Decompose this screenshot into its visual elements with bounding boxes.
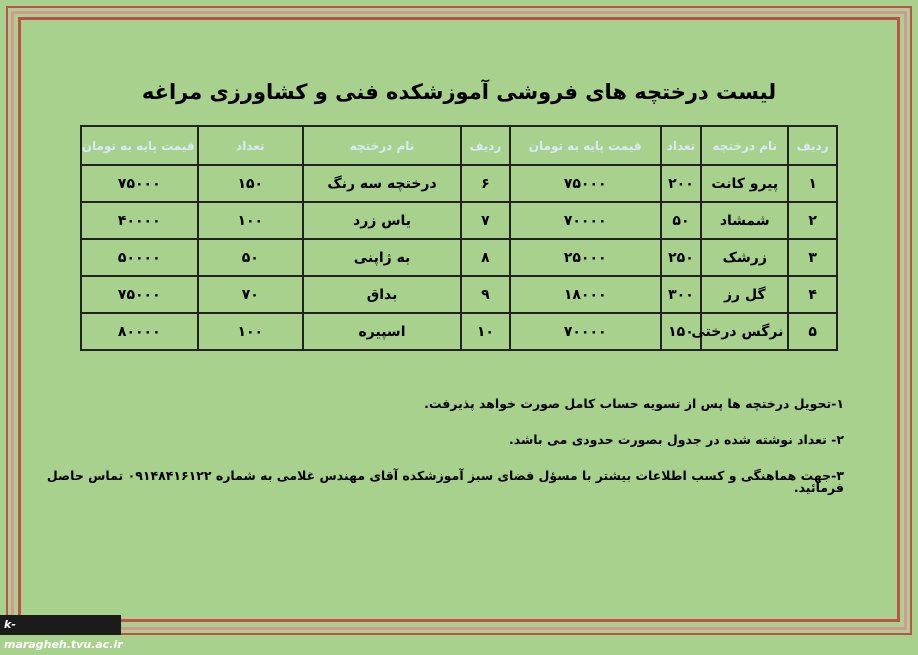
table-row [81, 165, 837, 202]
table-cell: به ژاپنی [303, 239, 461, 276]
table-header-row [81, 126, 837, 165]
table-cell: ۵۰ [661, 202, 702, 239]
table-cell: درختچه سه رنگ [303, 165, 461, 202]
trees-price-table [80, 125, 838, 351]
table-cell: ۱ [788, 165, 837, 202]
table-cell: ۸۰۰۰۰ [81, 313, 198, 350]
table-cell: ۱۰۰ [198, 202, 303, 239]
table-cell: یاس زرد [303, 202, 461, 239]
table-cell: ۲۰۰ [661, 165, 702, 202]
table-cell: ۹ [461, 276, 510, 313]
table-row [81, 313, 837, 350]
table-row [81, 239, 837, 276]
table-cell: ۶ [461, 165, 510, 202]
header-cell: تعداد [661, 126, 702, 165]
table-cell: ۵ [788, 313, 837, 350]
table-cell: ۲۵۰۰۰ [510, 239, 661, 276]
table-cell: ۷۰۰۰۰ [510, 202, 661, 239]
table-row [81, 276, 837, 313]
header-cell: قیمت پایه به تومان [81, 126, 198, 165]
table-cell: ۷ [461, 202, 510, 239]
table-cell: ۷۰۰۰۰ [510, 313, 661, 350]
table-cell: ۵۰۰۰۰ [81, 239, 198, 276]
note-delivery: ۱-تحویل درختچه ها پس از تسویه حساب کامل صورت خواهد پذیرفت. [424, 396, 844, 411]
table-cell: ۱۵۰ [661, 313, 702, 350]
table-cell: ۱۵۰ [198, 165, 303, 202]
table-cell: اسپیره [303, 313, 461, 350]
header-cell: تعداد [198, 126, 303, 165]
table-cell: زرشک [701, 239, 788, 276]
header-cell: نام درختچه [303, 126, 461, 165]
header-cell: ردیف [461, 126, 510, 165]
header-cell: نام درختچه [701, 126, 788, 165]
table-cell: بداق [303, 276, 461, 313]
table-cell: ۱۸۰۰۰ [510, 276, 661, 313]
table-cell: ۴ [788, 276, 837, 313]
note-contact: ۳-جهت هماهنگی و کسب اطلاعات بیشتر با مسؤل فضای سبز آموزشکده آقای مهندس غلامی به شماره ۰۹۱۴۸۴۱۶۱۲۲ تماس حاصل فرمائید. [46, 468, 844, 495]
table-cell: ۳ [788, 239, 837, 276]
table-cell: پیرو کانت [701, 165, 788, 202]
table-cell: ۲۵۰ [661, 239, 702, 276]
table-cell: ۴۰۰۰۰ [81, 202, 198, 239]
page-title: لیست درختچه های فروشی آموزشکده فنی و کشاورزی مراغه [141, 80, 777, 104]
table-cell: نرگس درختی [701, 313, 788, 350]
table-cell: شمشاد [701, 202, 788, 239]
table-cell: ۸ [461, 239, 510, 276]
note-quantity: ۲- تعداد نوشته شده در جدول بصورت حدودی می باشد. [508, 432, 844, 447]
table-cell: ۳۰۰ [661, 276, 702, 313]
table-cell: ۱۰۰ [198, 313, 303, 350]
header-cell: قیمت پایه به تومان [510, 126, 661, 165]
table-cell: ۷۰ [198, 276, 303, 313]
table-row [81, 202, 837, 239]
header-cell: ردیف [788, 126, 837, 165]
site-url-tag: k-maragheh.tvu.ac.ir [0, 615, 121, 635]
table-cell: گل رز [701, 276, 788, 313]
table-cell: ۲ [788, 202, 837, 239]
table-cell: ۵۰ [198, 239, 303, 276]
table-cell: ۷۵۰۰۰ [81, 165, 198, 202]
notes-list [0, 398, 844, 518]
table-cell: ۱۰ [461, 313, 510, 350]
table-cell: ۷۵۰۰۰ [510, 165, 661, 202]
table-cell: ۷۵۰۰۰ [81, 276, 198, 313]
